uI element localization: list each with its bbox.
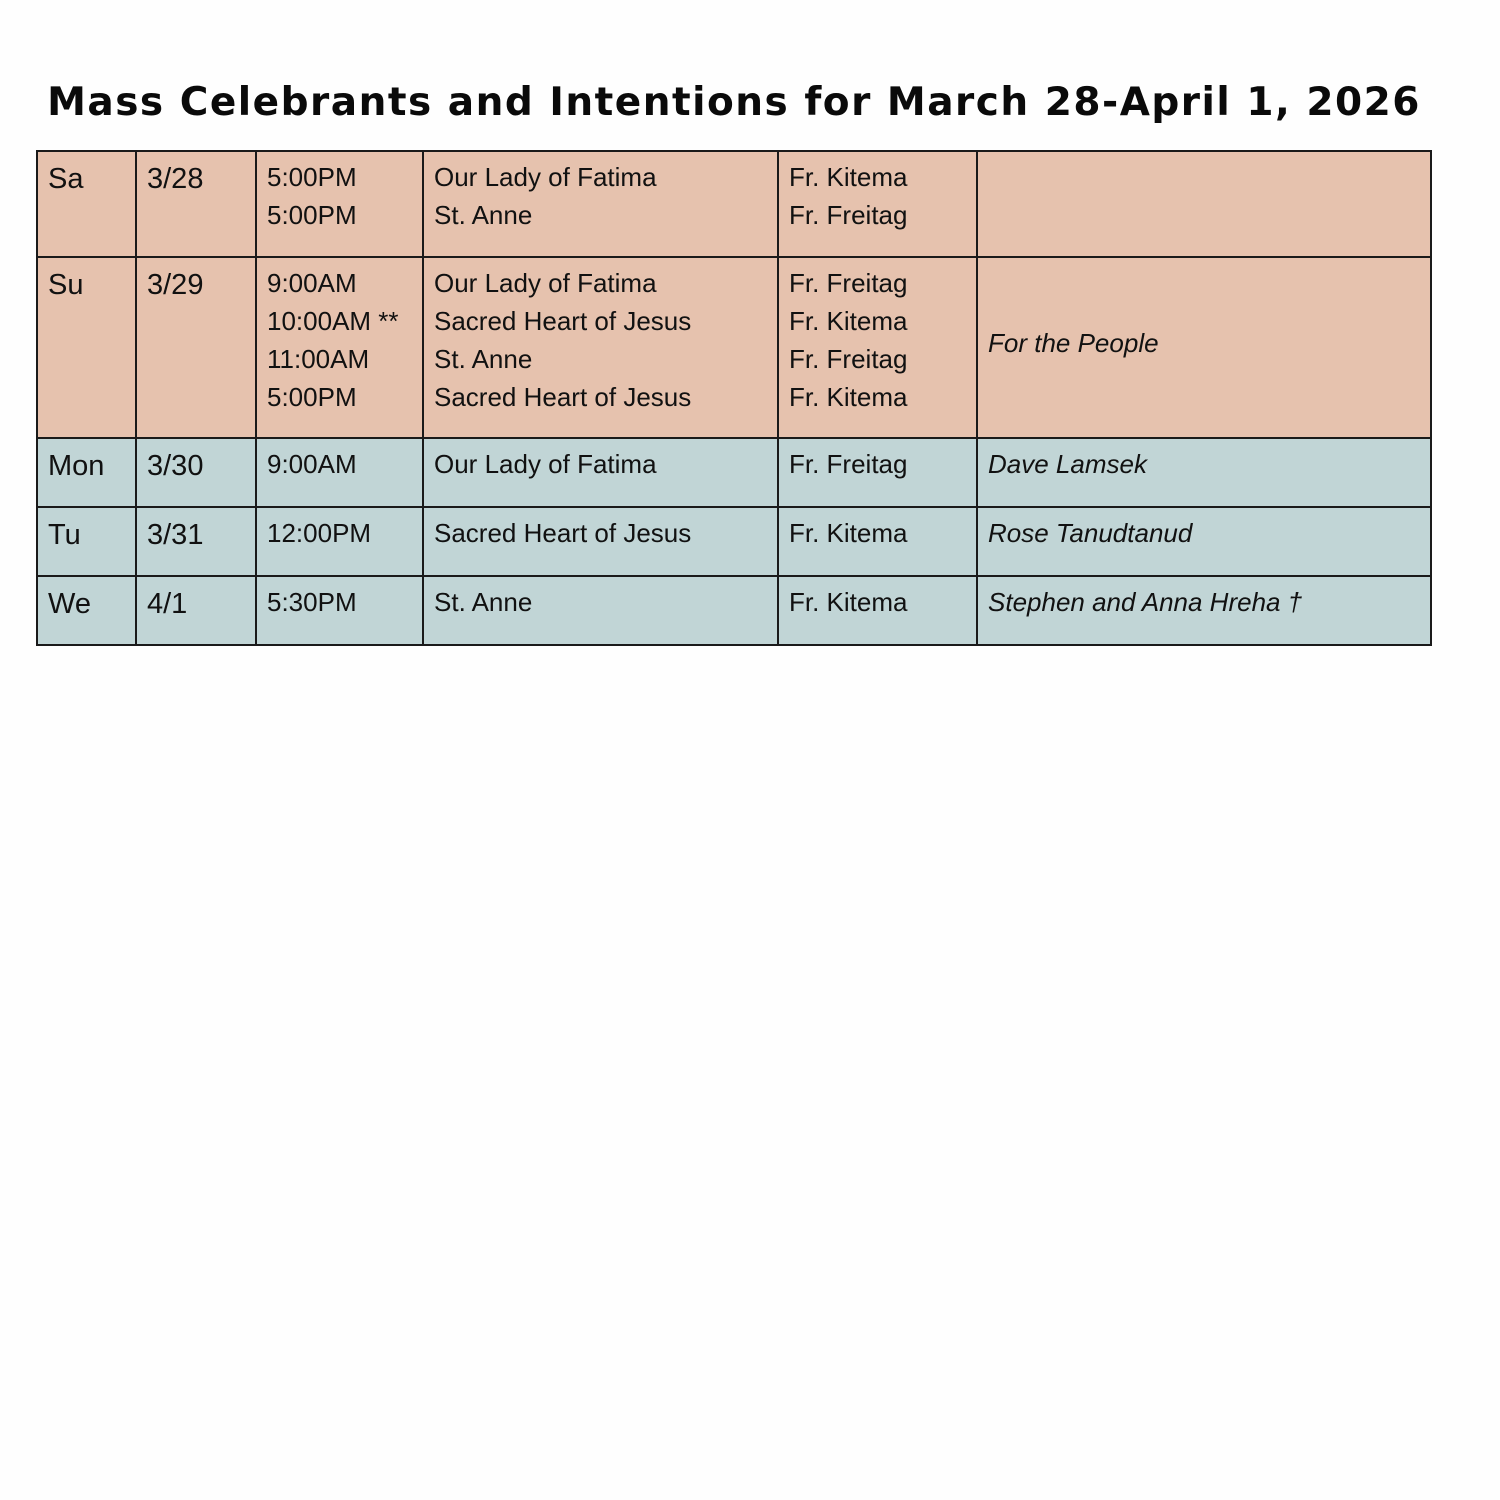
date-cell: 3/28 <box>136 151 256 257</box>
time-cell <box>256 438 423 507</box>
day-cell: Sa <box>37 151 136 257</box>
time-cell <box>256 576 423 645</box>
date-cell: 3/31 <box>136 507 256 576</box>
day-cell: Tu <box>37 507 136 576</box>
day-cell: We <box>37 576 136 645</box>
table-row-tuesday <box>37 507 1431 576</box>
intention-cell: Rose Tanudtanud <box>977 507 1431 576</box>
celebrant-name: Fr. Freitag <box>789 344 908 374</box>
time-cell <box>256 257 423 438</box>
celebrant-name: Fr. Kitema <box>789 306 908 336</box>
celebrant-name: Fr. Freitag <box>789 268 908 298</box>
mass-time: 5:30PM <box>267 587 357 617</box>
date-cell: 3/30 <box>136 438 256 507</box>
church-cell <box>423 438 778 507</box>
church-cell <box>423 576 778 645</box>
table-row-monday <box>37 438 1431 507</box>
intention-cell: Dave Lamsek <box>977 438 1431 507</box>
intention-cell: Stephen and Anna Hreha † <box>977 576 1431 645</box>
celebrant-name: Fr. Freitag <box>789 449 908 479</box>
church-name: Our Lady of Fatima <box>434 449 657 479</box>
time-cell <box>256 151 423 257</box>
celebrant-name: Fr. Kitema <box>789 162 908 192</box>
celebrant-name: Fr. Kitema <box>789 587 908 617</box>
mass-time: 5:00PM <box>267 200 357 230</box>
celebrant-name: Fr. Kitema <box>789 518 908 548</box>
church-name: St. Anne <box>434 344 533 374</box>
mass-time: 10:00AM ** <box>267 306 399 336</box>
intention-cell: For the People <box>977 257 1431 438</box>
date-cell: 3/29 <box>136 257 256 438</box>
church-name: St. Anne <box>434 587 533 617</box>
celebrant-name: Fr. Kitema <box>789 382 908 412</box>
table-row-sunday <box>37 257 1431 438</box>
celebrant-cell <box>778 257 977 438</box>
mass-time: 9:00AM <box>267 449 357 479</box>
table-row-saturday <box>37 151 1431 257</box>
time-cell <box>256 507 423 576</box>
celebrant-cell <box>778 151 977 257</box>
church-name: Sacred Heart of Jesus <box>434 518 692 548</box>
celebrant-cell <box>778 438 977 507</box>
church-name: Our Lady of Fatima <box>434 268 657 298</box>
table-row-wednesday <box>37 576 1431 645</box>
mass-schedule-table <box>36 150 1432 646</box>
church-cell <box>423 507 778 576</box>
church-name: Sacred Heart of Jesus <box>434 382 692 412</box>
mass-time: 12:00PM <box>267 518 372 548</box>
church-cell <box>423 257 778 438</box>
church-name: Sacred Heart of Jesus <box>434 306 692 336</box>
church-cell <box>423 151 778 257</box>
mass-time: 9:00AM <box>267 268 357 298</box>
page-title: Mass Celebrants and Intentions for March 28-April 1, 2026 <box>47 80 1421 125</box>
day-cell: Su <box>37 257 136 438</box>
celebrant-cell <box>778 507 977 576</box>
celebrant-name: Fr. Freitag <box>789 200 908 230</box>
mass-time: 11:00AM <box>267 344 370 374</box>
church-name: Our Lady of Fatima <box>434 162 657 192</box>
mass-time: 5:00PM <box>267 382 357 412</box>
celebrant-cell <box>778 576 977 645</box>
mass-time: 5:00PM <box>267 162 357 192</box>
intention-cell <box>977 151 1431 257</box>
day-cell: Mon <box>37 438 136 507</box>
date-cell: 4/1 <box>136 576 256 645</box>
church-name: St. Anne <box>434 200 533 230</box>
